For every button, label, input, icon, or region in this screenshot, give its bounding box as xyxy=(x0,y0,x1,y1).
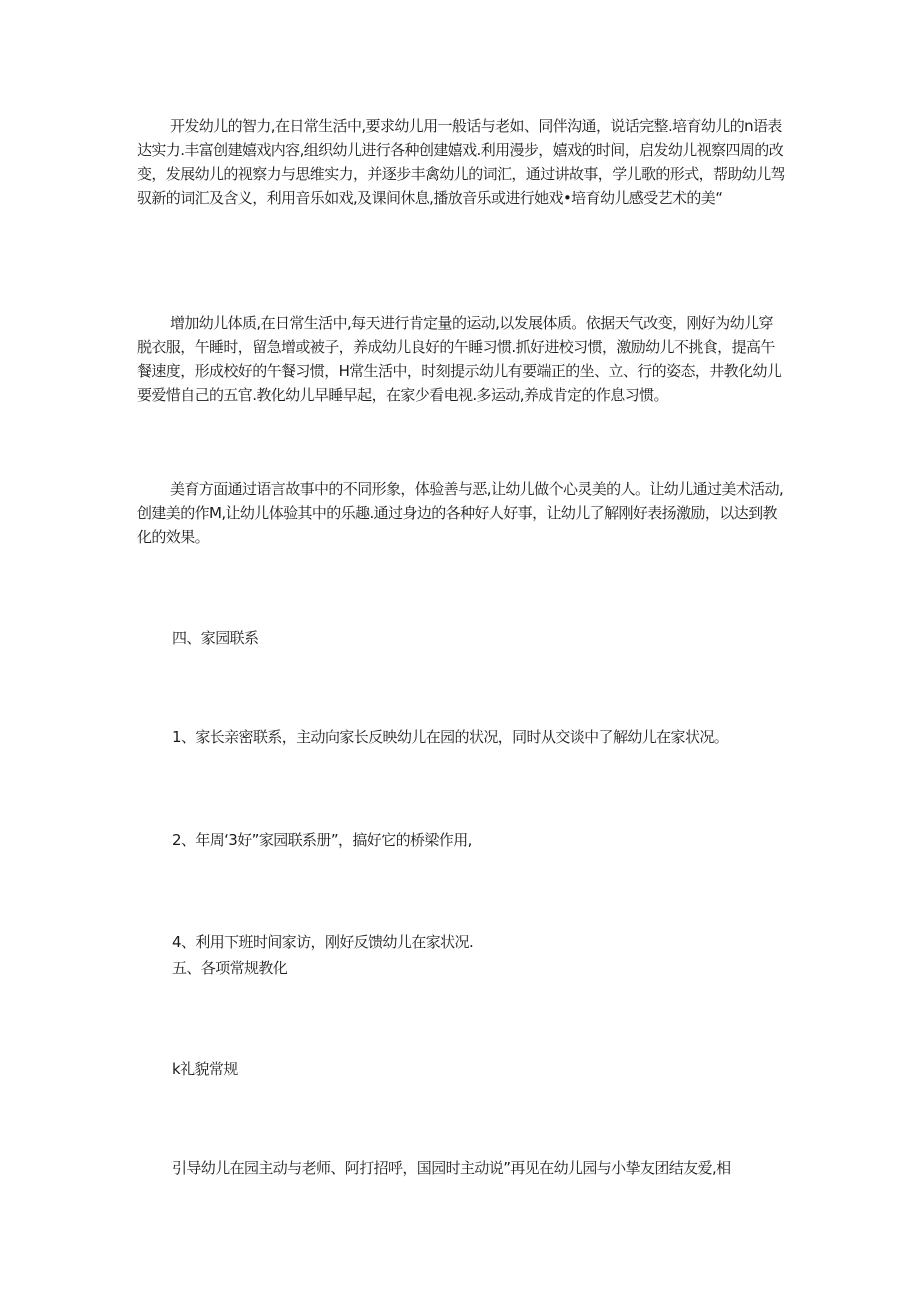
paragraph-aesthetics: 美育方面通过语言故事中的不同形象，体验善与恶,让幼儿做个心灵美的人。让幼儿通过美术活动,创建美的作M,让幼儿体验其中的乐趣.通过身边的各种好人好事，让幼儿了解刚好表扬激励，以达到教化的效果。 xyxy=(137,480,784,546)
list-item-1: 1、家长亲密联系，主动向家长反映幼儿在园的状况，同时从交谈中了解幼儿在家状况。 xyxy=(172,728,729,746)
paragraph-intellect: 开发幼儿的智力,在日常生活中,要求幼儿用一般话与老如、同伴沟通，说话完整.培育幼儿的n语表达实力.丰富创建嬉戏内容,组织幼儿进行各种创建嬉戏.利用漫步，嬉戏的时间，启发幼儿视察四周的改变，发展幼儿的视察力与思维实力，并逐步丰禽幼儿的词汇，通过讲故事，学儿歌的形式，帮助幼儿驾驭新的词汇及含义，利用音乐如戏,及课间休息,播放音乐或进行她戏•培育幼儿感受艺术的美“ xyxy=(137,117,786,207)
list-item-2: 2、年周‘3好”家园联系册”，搞好它的桥梁作用, xyxy=(172,831,472,849)
paragraph-physique: 增加幼儿体质,在日常生活中,每天进行肯定量的运动,以发展体质。依据天气改变，刚好为幼儿穿脱衣服，午睡时，留急增或被子，养成幼儿良好的午睡习惯.抓好进校习惯，激励幼儿不挑食，提高午餐速度，形成校好的午餐习惯，H常生活中，时刻提示幼儿有要端正的坐、立、行的姿态，井教化幼儿要爱惜自己的五官.教化幼儿早睡早起，在家少看电视.多运动,养成肯定的作息习惯。 xyxy=(137,314,782,404)
subsection-text-manners: 引导幼儿在园主动与老师、阿打招呼，国园时主动说”再见在幼儿园与小挚友团结友爱,相 xyxy=(172,1159,731,1177)
section-heading-home-school: 四、家园联系 xyxy=(172,629,259,647)
section-heading-routines: 五、各项常规教化 xyxy=(172,959,288,977)
subsection-heading-manners: k礼貌常规 xyxy=(172,1060,238,1078)
list-item-4: 4、利用下班时间家访，刚好反馈幼儿在家状况. xyxy=(172,933,474,951)
